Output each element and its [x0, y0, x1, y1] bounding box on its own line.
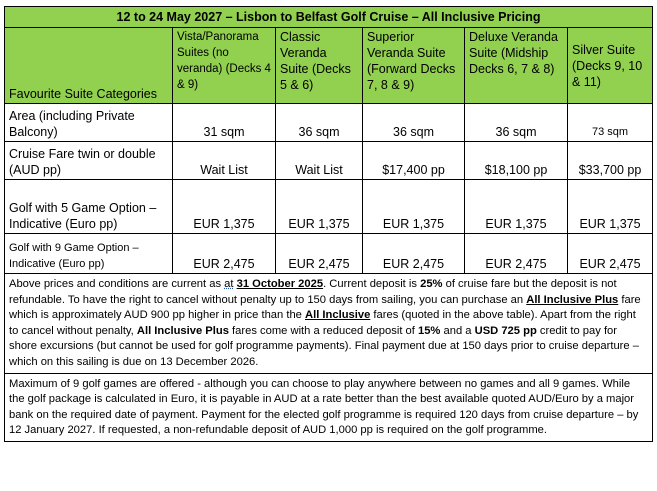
row-label-area: Area (including Private Balcony) [5, 104, 173, 142]
cell-golf5-superior: EUR 1,375 [363, 180, 465, 234]
row-label-golf-5: Golf with 5 Game Option – Indicative (Euro pp) [5, 180, 173, 234]
pricing-table [4, 6, 653, 442]
header-deluxe-veranda: Deluxe Veranda Suite (Midship Decks 6, 7 & 8) [465, 28, 568, 104]
cell-fare-classic: Wait List [276, 142, 363, 180]
cell-area-vista: 31 sqm [173, 104, 276, 142]
cell-golf5-vista: EUR 1,375 [173, 180, 276, 234]
cell-golf5-deluxe: EUR 1,375 [465, 180, 568, 234]
header-favourite-suite: Favourite Suite Categories [5, 28, 173, 104]
table-title: 12 to 24 May 2027 – Lisbon to Belfast Golf Cruise – All Inclusive Pricing [5, 7, 653, 28]
cell-golf9-superior: EUR 2,475 [363, 234, 465, 274]
cell-fare-vista: Wait List [173, 142, 276, 180]
pricing-table-wrapper [4, 6, 652, 442]
cell-golf9-silver: EUR 2,475 [568, 234, 653, 274]
cell-area-classic: 36 sqm [276, 104, 363, 142]
golf-programme-note: Maximum of 9 golf games are offered - although you can choose to play anywhere between no games and all 9 games. While the golf package is calculated in Euro, it is payable in AUD at a rate better than the best available quoted AUD/Euro by a major bank on the required date of payment. Payment for the elected golf programme is required 120 days from cruise departure – by 12 January 2027. If requested, a non-refundable deposit of AUD 1,000 pp is required on the golf programme. [5, 373, 653, 441]
cell-golf9-classic: EUR 2,475 [276, 234, 363, 274]
header-vista-panorama: Vista/Panorama Suites (no veranda) (Decks 4 & 9) [173, 28, 276, 104]
cell-golf9-deluxe: EUR 2,475 [465, 234, 568, 274]
header-superior-veranda: Superior Veranda Suite (Forward Decks 7, 8 & 9) [363, 28, 465, 104]
cell-area-silver: 73 sqm [568, 104, 653, 142]
cell-golf5-silver: EUR 1,375 [568, 180, 653, 234]
row-label-golf-9: Golf with 9 Game Option – Indicative (Euro pp) [5, 234, 173, 274]
row-label-cruise-fare: Cruise Fare twin or double (AUD pp) [5, 142, 173, 180]
cell-golf9-vista: EUR 2,475 [173, 234, 276, 274]
pricing-conditions-note: Above prices and conditions are current as at 31 October 2025. Current deposit is 25% of cruise fare but the deposit is not refundable. To have the right to cancel without penalty up to 150 days from sailing, you can purchase an All Inclusive Plus fare which is approximately AUD 900 pp higher in price than the All Inclusive fares (quoted in the above table). Apart from the right to cancel without penalty, All Inclusive Plus fares come with a reduced deposit of 15% and a USD 725 pp credit to pay for shore excursions (but cannot be used for golf programme payments). Final payment due at 150 days prior to cruise departure – which on this sailing is due on 13 December 2026. [5, 274, 653, 374]
header-classic-veranda: Classic Veranda Suite (Decks 5 & 6) [276, 28, 363, 104]
header-silver-suite: Silver Suite (Decks 9, 10 & 11) [568, 28, 653, 104]
cell-fare-silver: $33,700 pp [568, 142, 653, 180]
cell-area-superior: 36 sqm [363, 104, 465, 142]
cell-fare-deluxe: $18,100 pp [465, 142, 568, 180]
cell-golf5-classic: EUR 1,375 [276, 180, 363, 234]
cell-area-deluxe: 36 sqm [465, 104, 568, 142]
cell-fare-superior: $17,400 pp [363, 142, 465, 180]
